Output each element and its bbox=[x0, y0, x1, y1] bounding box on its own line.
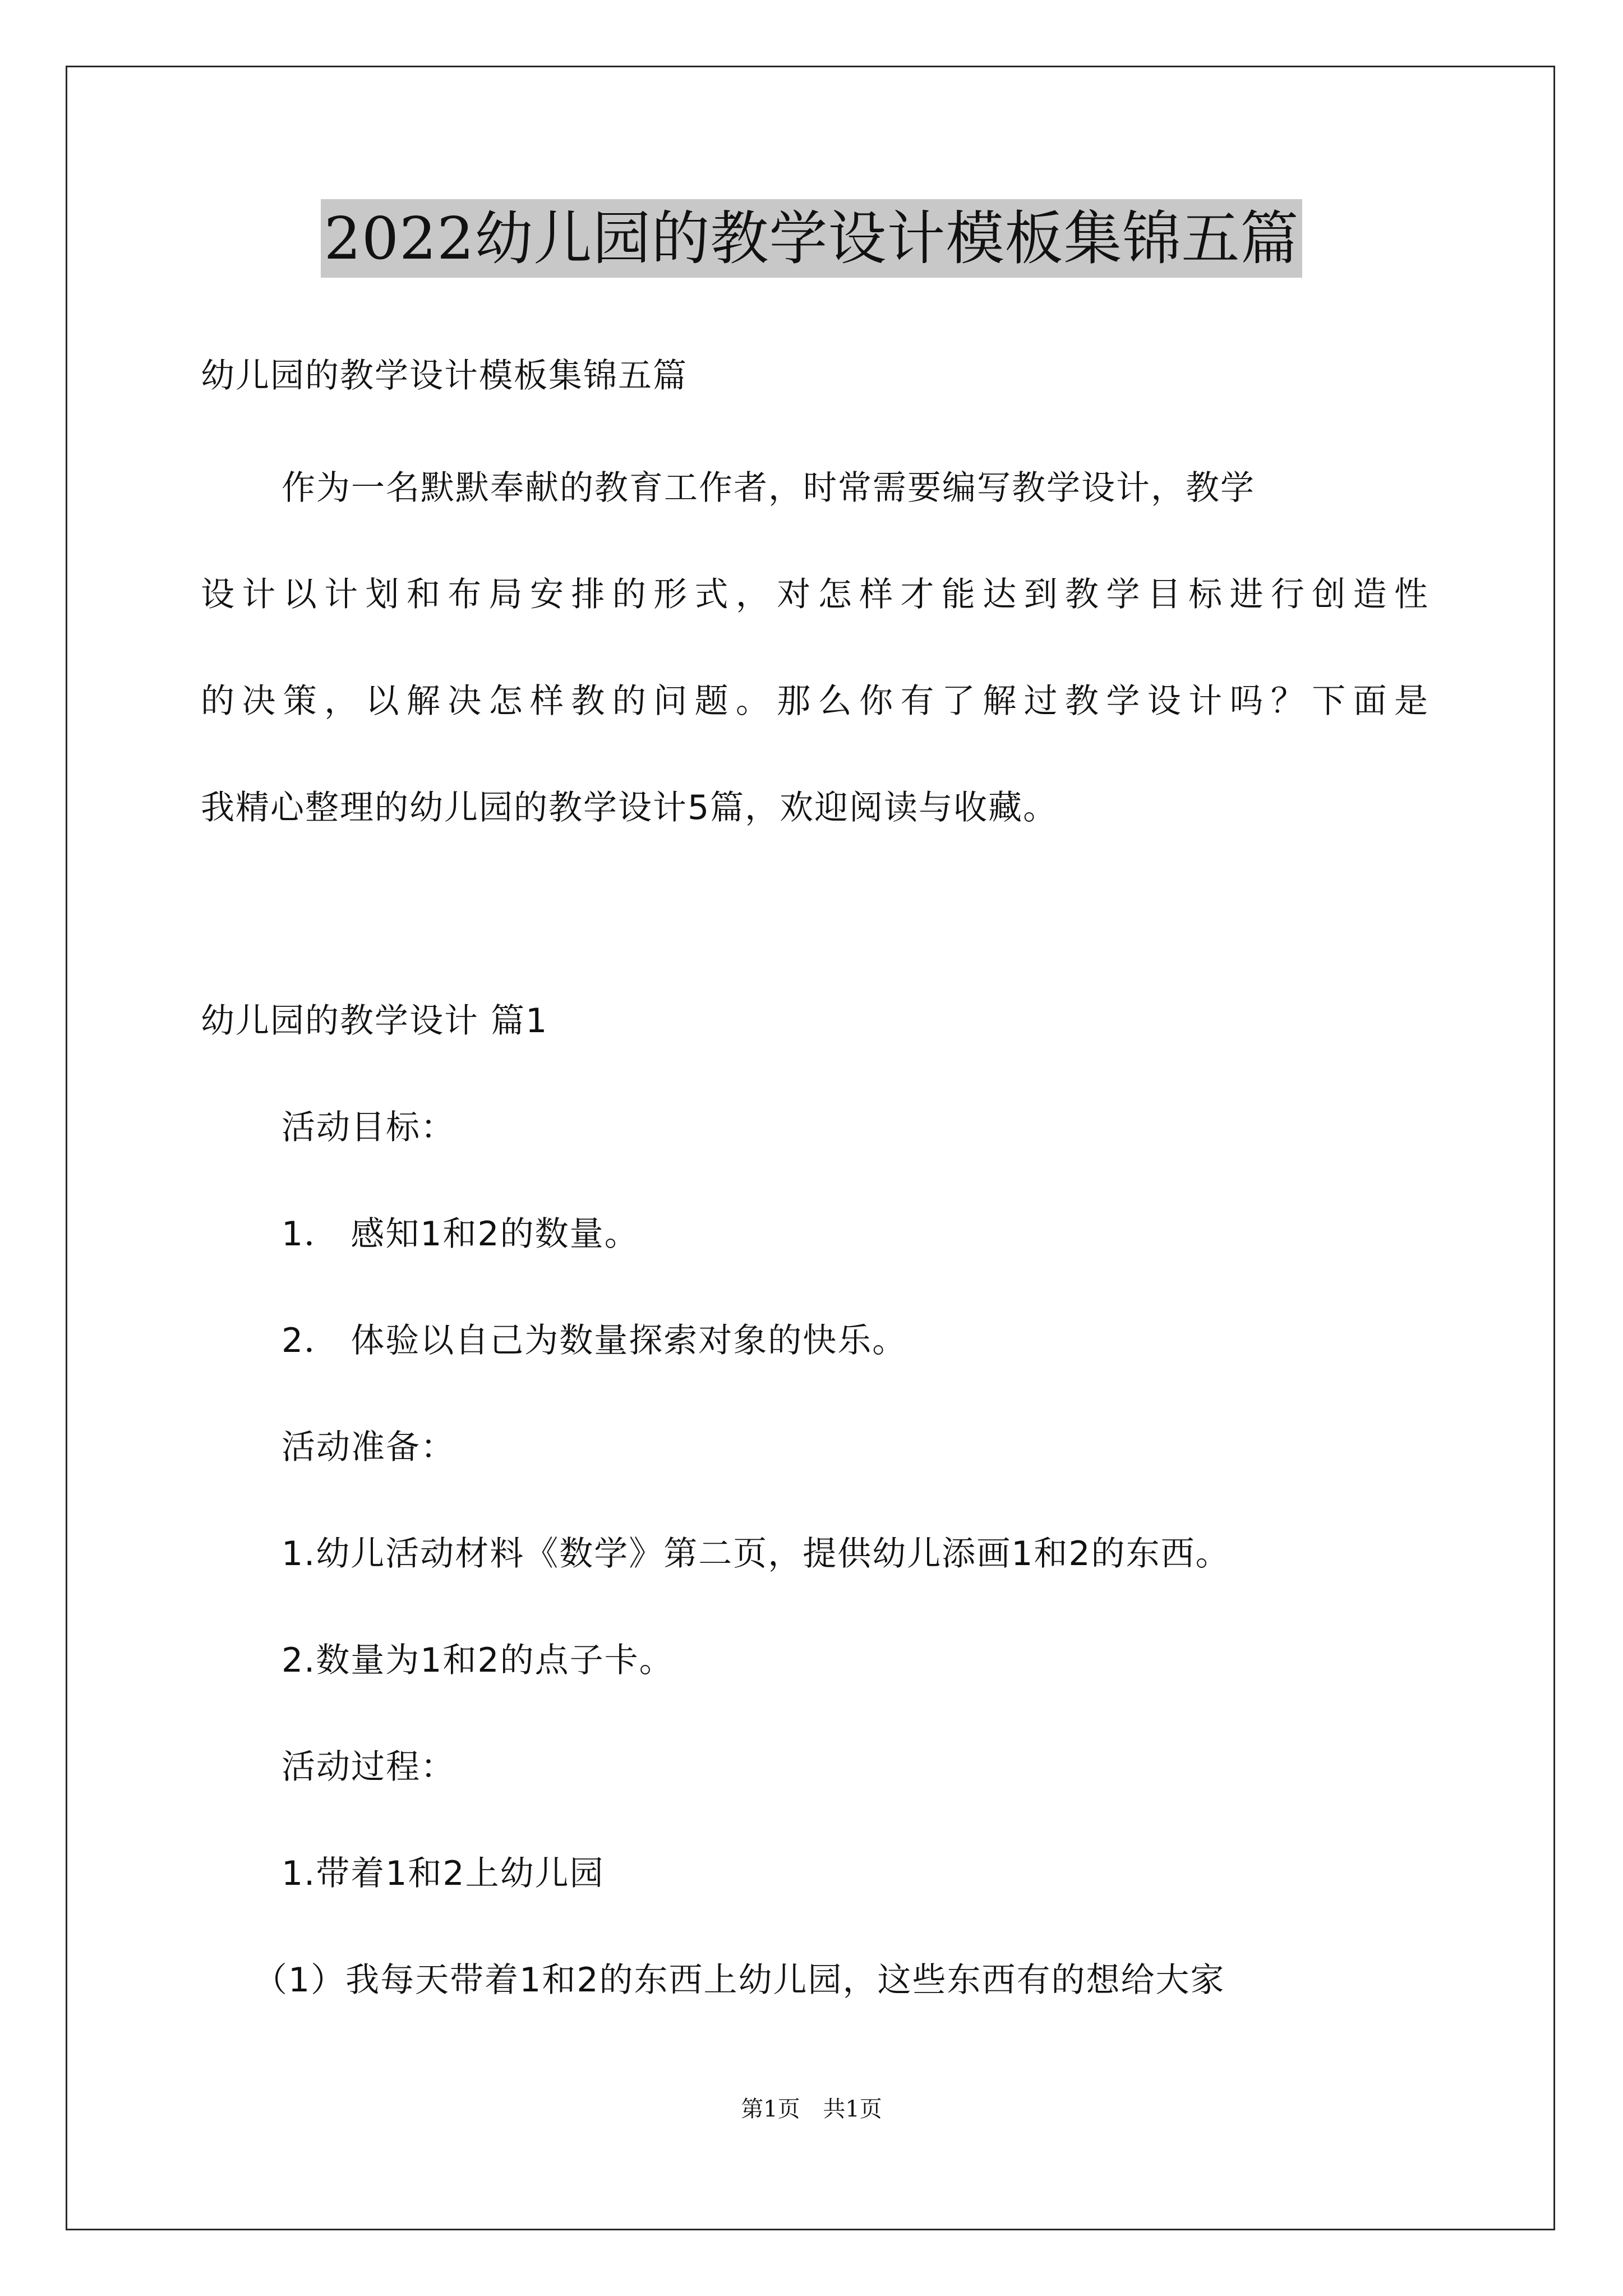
intro-line-4: 我精心整理的幼儿园的教学设计5篇，欢迎阅读与收藏。 bbox=[201, 788, 1058, 827]
document-subtitle: 幼儿园的教学设计模板集锦五篇 bbox=[201, 356, 688, 395]
document-title: 2022幼儿园的教学设计模板集锦五篇 bbox=[321, 199, 1303, 278]
page-number-current: 第1页 bbox=[741, 2096, 800, 2122]
goal-item-1: 1． 感知1和2的数量。 bbox=[282, 1214, 639, 1254]
intro-line-3: 的决策，以解决怎样教的问题。那么你有了解过教学设计吗？下面是 bbox=[201, 682, 1428, 721]
section-heading: 幼儿园的教学设计 篇1 bbox=[201, 1001, 548, 1041]
goal-item-2: 2． 体验以自己为数量探索对象的快乐。 bbox=[282, 1321, 907, 1360]
intro-line-1: 作为一名默默奉献的教育工作者，时常需要编写教学设计，教学 bbox=[282, 468, 1255, 508]
intro-line-2: 设计以计划和布局安排的形式，对怎样才能达到教学目标进行创造性 bbox=[201, 575, 1428, 614]
page-footer bbox=[0, 2092, 1623, 2126]
process-item-1: 1.带着1和2上幼儿园 bbox=[282, 1854, 605, 1893]
process-subitem-1: （1）我每天带着1和2的东西上幼儿园，这些东西有的想给大家 bbox=[253, 1961, 1225, 2000]
process-heading: 活动过程： bbox=[282, 1747, 455, 1787]
prep-heading: 活动准备： bbox=[282, 1428, 455, 1467]
goals-heading: 活动目标： bbox=[282, 1108, 455, 1147]
title-container bbox=[0, 199, 1623, 278]
page-number-total: 共1页 bbox=[823, 2096, 882, 2122]
prep-item-1: 1.幼儿活动材料《数学》第二页，提供幼儿添画1和2的东西。 bbox=[282, 1534, 1230, 1573]
prep-item-2: 2.数量为1和2的点子卡。 bbox=[282, 1641, 674, 1680]
